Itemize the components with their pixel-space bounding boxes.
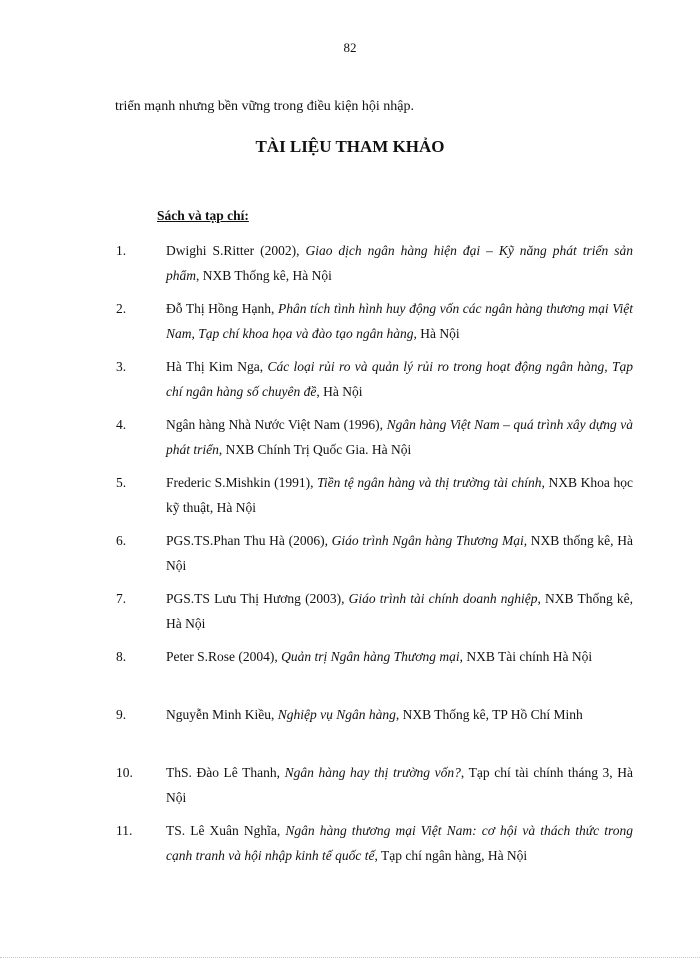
reference-item <box>0 818 700 876</box>
reference-text <box>166 238 633 288</box>
reference-author: Peter S.Rose (2004), <box>166 649 282 664</box>
reference-number: 1. <box>116 243 127 258</box>
reference-item <box>0 760 700 818</box>
reference-title: Quản trị Ngân hàng Thương mại <box>281 649 460 664</box>
reference-text <box>166 296 633 346</box>
reference-number: 10. <box>116 765 133 780</box>
reference-text <box>166 760 633 810</box>
reference-author: Đỗ Thị Hồng Hạnh, <box>166 301 278 316</box>
page-number: 82 <box>343 40 357 55</box>
page-title: TÀI LIỆU THAM KHẢO <box>255 137 445 156</box>
reference-number: 7. <box>116 591 127 606</box>
reference-publisher: , NXB Khoa học kỹ thuật, Hà Nội <box>166 475 634 515</box>
reference-item <box>0 644 700 702</box>
reference-author: TS. Lê Xuân Nghĩa, <box>166 823 286 838</box>
reference-title: Nghiệp vụ Ngân hàng <box>277 707 396 722</box>
reference-text <box>166 702 633 727</box>
reference-author: ThS. Đào Lê Thanh, <box>166 765 285 780</box>
reference-author: Ngân hàng Nhà Nước Việt Nam (1996), <box>166 417 387 432</box>
reference-number: 4. <box>116 417 127 432</box>
reference-number: 3. <box>116 359 127 374</box>
reference-author: PGS.TS.Phan Thu Hà (2006), <box>166 533 332 548</box>
reference-number: 9. <box>116 707 127 722</box>
reference-item <box>0 412 700 470</box>
reference-author: Nguyễn Minh Kiều, <box>166 707 278 722</box>
reference-publisher: , NXB Thống kê, Hà Nội <box>196 268 332 283</box>
reference-publisher: , NXB thống kê, Hà Nội <box>166 533 633 573</box>
reference-item <box>0 586 700 644</box>
reference-text <box>166 644 633 669</box>
reference-publisher: , NXB Chính Trị Quốc Gia. Hà Nội <box>218 442 412 457</box>
reference-title: Giao dịch ngân hàng hiện đại – Kỹ năng phát triển sản phẩm <box>166 243 634 283</box>
reference-title: Giáo trình tài chính doanh nghiệp <box>348 591 538 606</box>
reference-item <box>0 702 700 760</box>
reference-author: Hà Thị Kim Nga, <box>166 359 268 374</box>
reference-number: 6. <box>116 533 127 548</box>
reference-text <box>166 412 633 462</box>
reference-title: Ngân hàng Việt Nam – quá trình xây dựng và phát triển <box>166 417 634 457</box>
reference-number: 5. <box>116 475 127 490</box>
carry-over-text: triển mạnh nhưng bền vững trong điều kiện hội nhập. <box>115 99 415 114</box>
reference-list <box>0 238 700 876</box>
reference-text <box>166 470 633 520</box>
reference-publisher: , NXB Thống kê, TP Hồ Chí Minh <box>395 707 583 722</box>
reference-item <box>0 470 700 528</box>
reference-publisher: , Hà Nội <box>316 384 363 399</box>
reference-text <box>166 586 633 636</box>
reference-publisher: , Tạp chí ngân hàng, Hà Nội <box>374 848 528 863</box>
reference-publisher: , Hà Nội <box>413 326 460 341</box>
reference-item <box>0 238 700 296</box>
reference-title: Tiền tệ ngân hàng và thị trường tài chính <box>317 475 542 490</box>
reference-title: Các loại rủi ro và quản lý rủi ro trong hoạt động ngân hàng, Tạp chí ngân hàng số chuyên đề <box>166 359 633 399</box>
reference-number: 2. <box>116 301 127 316</box>
reference-publisher: , Tạp chí tài chính tháng 3, Hà Nội <box>166 765 633 805</box>
reference-title: Ngân hàng thương mại Việt Nam: cơ hội và thách thức trong cạnh tranh và hội nhập kinh tế quốc tế <box>166 823 633 863</box>
reference-item <box>0 296 700 354</box>
reference-publisher: , NXB Thống kê, Hà Nội <box>166 591 633 631</box>
reference-publisher: , NXB Tài chính Hà Nội <box>459 649 593 664</box>
reference-text <box>166 354 633 404</box>
reference-number: 11. <box>116 823 133 838</box>
reference-item <box>0 528 700 586</box>
reference-title: Giáo trình Ngân hàng Thương Mại <box>331 533 524 548</box>
page-bottom-divider <box>0 957 700 958</box>
reference-author: Dwighi S.Ritter (2002), <box>166 243 306 258</box>
reference-number: 8. <box>116 649 127 664</box>
reference-author: PGS.TS Lưu Thị Hương (2003), <box>166 591 349 606</box>
reference-title: Phân tích tình hình huy động vốn các ngân hàng thương mại Việt Nam, Tạp chí khoa họa và đào tạo ngân hàng <box>166 301 633 341</box>
reference-text <box>166 528 633 578</box>
reference-title: Ngân hàng hay thị trường vốn? <box>284 765 461 780</box>
reference-author: Frederic S.Mishkin (1991), <box>166 475 318 490</box>
reference-item <box>0 354 700 412</box>
reference-text <box>166 818 633 868</box>
section-heading: Sách và tạp chí: <box>157 208 249 223</box>
